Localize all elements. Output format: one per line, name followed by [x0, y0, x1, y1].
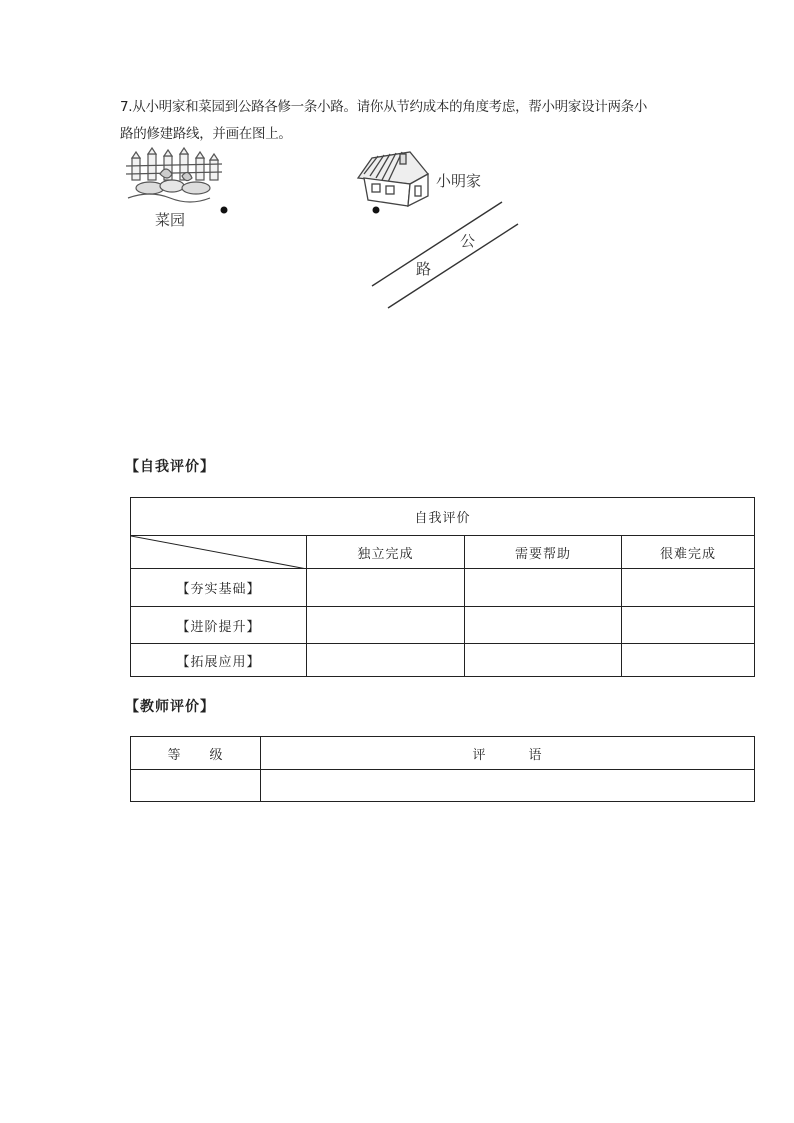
column-header-difficult: 很难完成	[622, 536, 755, 569]
map-illustration	[110, 140, 550, 330]
cell-basics-independent[interactable]	[307, 569, 465, 607]
cell-comment[interactable]	[261, 770, 755, 802]
road-label-1: 公	[460, 232, 476, 250]
column-header-grade: 等 级	[131, 737, 261, 770]
garden-label: 菜园	[155, 211, 186, 229]
cell-application-need-help[interactable]	[465, 644, 622, 677]
house-icon	[358, 152, 428, 206]
diagonal-line	[131, 536, 307, 569]
cell-basics-difficult[interactable]	[622, 569, 755, 607]
cell-advanced-independent[interactable]	[307, 607, 465, 644]
cell-application-independent[interactable]	[307, 644, 465, 677]
teacher-eval-table	[130, 736, 755, 802]
table-row	[131, 770, 755, 802]
map-figure	[110, 140, 550, 330]
column-header-comment: 评 语	[261, 737, 755, 770]
row-label-application: 【拓展应用】	[131, 644, 307, 677]
cell-advanced-difficult[interactable]	[622, 607, 755, 644]
table-row	[131, 569, 755, 607]
teacher-eval-heading: 【教师评价】	[125, 699, 215, 715]
cell-grade[interactable]	[131, 770, 261, 802]
table-row	[131, 644, 755, 677]
cell-basics-need-help[interactable]	[465, 569, 622, 607]
self-eval-table-title: 自我评价	[131, 498, 755, 536]
self-eval-table	[130, 497, 755, 677]
diagonal-header-cell	[131, 536, 307, 569]
house-point	[373, 207, 380, 214]
column-header-independent: 独立完成	[307, 536, 465, 569]
column-header-need-help: 需要帮助	[465, 536, 622, 569]
table-row	[131, 607, 755, 644]
cell-advanced-need-help[interactable]	[465, 607, 622, 644]
cell-application-difficult[interactable]	[622, 644, 755, 677]
row-label-basics: 【夯实基础】	[131, 569, 307, 607]
question-line-2: 路的修建路线，并画在图上。	[120, 126, 292, 142]
garden-point	[221, 207, 228, 214]
self-eval-heading: 【自我评价】	[125, 459, 215, 475]
road	[372, 202, 518, 308]
garden-icon	[126, 148, 222, 202]
road-label-2: 路	[416, 260, 432, 278]
question-line-1: 7.从小明家和菜园到公路各修一条小路。请你从节约成本的角度考虑，帮小明家设计两条小	[120, 99, 648, 115]
house-label: 小明家	[436, 172, 482, 190]
row-label-advanced: 【进阶提升】	[131, 607, 307, 644]
